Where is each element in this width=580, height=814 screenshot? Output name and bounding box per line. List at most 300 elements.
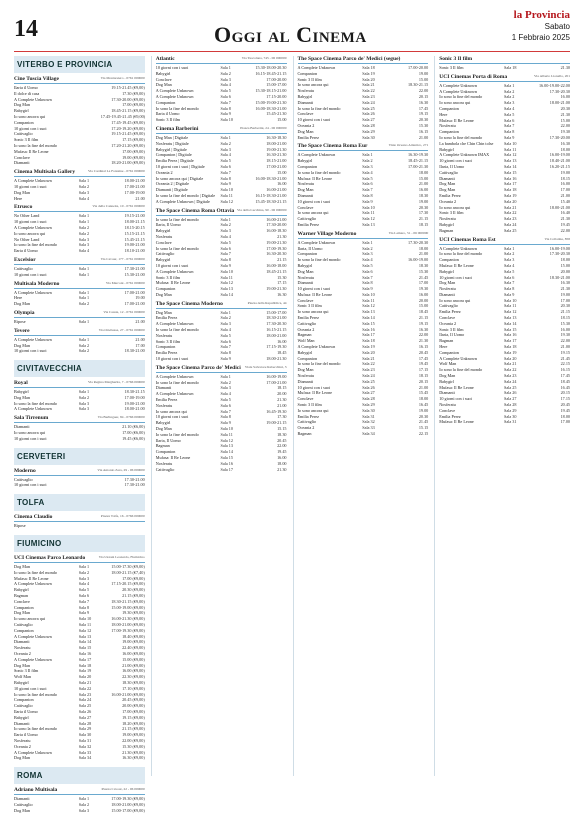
showtimes: 17.00-21.00 (124, 289, 145, 295)
film-title: Dog Man (439, 373, 456, 379)
screen-number: Sala 14 (362, 315, 375, 321)
screen-number: Sala 3 (78, 807, 90, 813)
film-title: Diamanti (297, 280, 314, 286)
showtimes: 17.00 (€9,00) (122, 148, 145, 154)
film-title: A Complete Unknown (14, 656, 52, 662)
film-title: Dog Man (14, 301, 30, 307)
film-title: Wolf Man (14, 674, 31, 680)
film-title: Conclave (297, 297, 314, 303)
cinema-block (156, 301, 287, 362)
film-title: Mufasa: Il Re Leone (297, 291, 333, 297)
showtimes: 20.45 (418, 349, 429, 355)
cinema-name: Excelsior (14, 256, 36, 263)
cinema-block (156, 56, 287, 123)
film-title: A Complete Unknown (14, 224, 52, 230)
cinema-header (439, 237, 570, 245)
film-title: Conclave (297, 396, 314, 402)
screen-number: Sala 19 (362, 70, 375, 76)
showtimes: 16.15 (560, 367, 570, 373)
showtimes: 17.30-20.00 (549, 134, 570, 140)
cinema-address: Via Ortebassa, 27 - 0761 000000 (98, 327, 145, 332)
film-title: Dog Man (155, 291, 172, 297)
showtime-row (14, 406, 145, 412)
film-title: Io sono ancora qui (439, 297, 471, 303)
screen-number: Sala 25 (78, 703, 92, 709)
screen-number: Sala 16 (504, 332, 517, 338)
screen-number: Sala 1 (220, 373, 231, 379)
screen-number: Sala 24 (362, 99, 375, 105)
showtimes: 21.15 (418, 216, 429, 222)
showtimes: 21.30 (560, 216, 570, 222)
screen-number: Sala 10 (362, 291, 375, 297)
showtime-row (14, 523, 145, 529)
film-title: Babygirl (297, 93, 313, 99)
screen-number: Sala 32 (78, 743, 92, 749)
film-title: Companion (297, 70, 318, 76)
screen-number: Sala 7 (220, 408, 231, 414)
film-title: Sonic 3 Il film (297, 402, 322, 408)
film-title: Companion (14, 604, 34, 610)
screen-number: Sala 23 (504, 216, 517, 222)
cinema-header (14, 169, 145, 177)
screen-number: Sala 8 (220, 257, 231, 263)
showtimes: 16.00 (277, 455, 287, 461)
cinema-address: Via della Cannetta, 10 - 0761 000000 (92, 204, 145, 209)
film-title: Companion (297, 163, 318, 169)
showtimes: 16.00-21.00 (266, 216, 287, 222)
screen-number: Sala 7 (220, 251, 231, 257)
showtimes: 19.00-21.30 (266, 239, 287, 245)
screen-number: Sala 3 (78, 406, 90, 412)
film-title: Babygirl (439, 268, 454, 274)
film-title: Io sono ancora qui (14, 430, 46, 436)
screen-number: Sala 19 (78, 668, 92, 674)
film-title: Dog Man (297, 128, 314, 134)
showtimes: 17.00-21.00 (266, 379, 287, 385)
page-header (14, 10, 570, 52)
showtimes: 19.15-21.45 (€9,00) (111, 85, 145, 90)
cinema-name: Sonic 3 Il film (439, 56, 473, 62)
film-title: Nosferatu (297, 274, 315, 280)
screen-number: Sala 24 (504, 221, 517, 227)
film-title: Here (439, 344, 448, 350)
showtimes: 18.30-21.15 (408, 82, 429, 88)
film-title: Dog Man (297, 367, 314, 373)
cinema-block (14, 514, 145, 529)
showtimes: 18.00-21.00 (€9,00) (111, 622, 145, 628)
film-title: Ilaria il Uomo (14, 732, 38, 738)
cinema-name: Warner Village Moderno (297, 230, 357, 237)
screen-number: Sala 29 (362, 402, 375, 408)
cinema-name: Olympia (14, 309, 35, 316)
showtimes: 21.30 (277, 233, 287, 239)
film-title: Conclave (155, 76, 172, 82)
screen-number: Sala 1 (220, 216, 231, 222)
showtimes: 20.00 (560, 268, 570, 274)
screen-number: Sala 6 (220, 338, 231, 344)
showtimes: 16.15 (418, 128, 429, 134)
showtimes: 17.15 (€9,00) (122, 137, 145, 143)
showtime-row (156, 292, 287, 298)
film-title: Mufasa: Il Re Leone (439, 419, 474, 425)
film-title: A Complete Unknown (297, 65, 336, 70)
showtimes: 15.30 (€9,00) (122, 743, 145, 749)
showtimes: 20.15 (418, 93, 429, 99)
showtimes: 22.15 (560, 361, 570, 367)
showtimes: 15.45 (418, 390, 429, 396)
film-title: A Complete Unknown (14, 749, 52, 755)
showtime-row (14, 482, 145, 488)
showtimes: 18.30-21.00 (124, 348, 145, 354)
screen-number: Sala 10 (220, 117, 233, 123)
cinema-address: Via Regina Margherita, 7 - 0766 000000 (87, 380, 145, 385)
showtime-row (439, 419, 570, 425)
film-title: Nosferatu (297, 373, 315, 379)
showtimes: 19.00 (135, 295, 145, 301)
showtimes: 18.15 (418, 373, 429, 379)
showtime-row (298, 135, 429, 141)
screen-number: Sala 3 (78, 236, 90, 242)
screen-number: Sala 32 (362, 419, 375, 425)
showtimes: 21.00 (135, 318, 145, 324)
film-title: Babygirl (439, 221, 454, 227)
film-title: Diamanti | Digitale (155, 187, 188, 193)
screen-number: Sala 1 (78, 219, 90, 225)
showtimes: 19.00-21.00 (124, 400, 145, 406)
cinema-header (14, 328, 145, 336)
showtimes: 16.00-19.00 (549, 245, 570, 251)
showtimes: 15.45-21.30 (266, 111, 287, 117)
film-title: 10 giorni con i suoi (297, 286, 331, 292)
screen-number: Sala 1 (362, 152, 373, 158)
screen-number: Sala 8 (362, 192, 373, 198)
film-title: Babygirl (297, 262, 313, 268)
showtimes: 19.30 (560, 332, 570, 338)
cinema-block (14, 257, 145, 278)
film-title: Wolf Man (297, 338, 315, 344)
showtimes: 19.00-21.30 (266, 286, 287, 292)
showtimes: 16.30-20.30 (266, 251, 287, 257)
film-title: Cattivaglio (14, 265, 33, 271)
film-title: 10 giorni con i suoi (14, 435, 47, 441)
screen-number: Sala 1 (362, 239, 373, 245)
film-title: Emilia Perez (155, 315, 178, 321)
film-title: Companion (155, 344, 176, 350)
screen-number: Sala 15 (504, 326, 517, 332)
showtimes: 18.00-21.15 (124, 219, 145, 225)
film-title: Mufasa: Il Re Leone (155, 280, 191, 286)
showtimes: 16.00-19.00-22.00 (538, 82, 570, 88)
film-title: Sonic 3 Il film (439, 326, 464, 332)
showtimes: 19.45 (€6,00) (122, 435, 145, 441)
showtimes: 16.45 (418, 402, 429, 408)
showtimes: 18.45-21.15 (408, 158, 429, 164)
showtimes: 18.30-21.15 (€9,00) (111, 598, 145, 604)
cinema-header (14, 380, 145, 388)
showtimes: 16.30-18.30 (266, 134, 287, 140)
screen-number: Sala 11 (362, 210, 375, 216)
showtimes: 17.00 (418, 280, 429, 286)
film-title: Ripose (14, 318, 26, 324)
showtimes: 16.00 (418, 187, 429, 193)
showtimes: 18.00 (560, 413, 570, 419)
film-title: Companion (439, 129, 459, 135)
film-title: Companion (439, 257, 459, 263)
cinema-block (14, 310, 145, 325)
showtimes: 17.00-19.00 (124, 189, 145, 195)
showtimes: 20.15 (560, 390, 570, 396)
showtimes: 18.15 (560, 175, 570, 181)
cinema-header (156, 208, 287, 216)
film-title: Dog Man (14, 755, 30, 761)
listing-column (14, 56, 146, 813)
showtimes: 17.30 (€9,00) (122, 90, 145, 96)
film-title: Diamanti (14, 796, 30, 802)
screen-number: Sala 5 (220, 239, 231, 245)
film-title: Emilia Perez (297, 221, 320, 227)
film-title: Io sono la fine del mondo (297, 257, 341, 263)
cinema-header (14, 310, 145, 318)
showtimes: 22.00 (€9,00) (122, 737, 145, 743)
showtimes: 15.00-17.30 (€9,00) (111, 564, 145, 570)
showtimes: 16.00-18.00 (266, 262, 287, 268)
showtimes: 18.00-21.00 (124, 406, 145, 412)
film-title: Emilia Perez (439, 309, 461, 315)
showtimes: 21.10 (€6,00) (122, 424, 145, 430)
screen-number: Sala 29 (78, 726, 92, 732)
showtime-row (14, 348, 145, 354)
film-title: A Complete Unknown (14, 289, 52, 295)
showtimes: 22.40 (€9,00) (122, 645, 145, 651)
film-title: Ilaria, Il Uomo (439, 163, 465, 169)
section-title: Oggi al Cinema (214, 22, 367, 47)
screen-number: Sala 6 (504, 274, 515, 280)
screen-number: Sala 23 (78, 691, 92, 697)
screen-number: Sala 3 (78, 242, 90, 248)
showtimes: 16.30 (560, 140, 570, 146)
showtime-row (298, 222, 429, 228)
showtime-row (439, 228, 570, 234)
film-title: Ilaria il Uomo (155, 111, 180, 117)
showtimes: 21.15 (418, 315, 429, 321)
film-title: Cattivaglio (155, 466, 175, 472)
film-title: Dog Man (155, 82, 172, 88)
showtimes: 18.00-21.00 (€9,00) (111, 801, 145, 807)
cinema-name: Adriano Multisala (14, 787, 58, 794)
film-title: Nosferatu (439, 216, 456, 222)
screen-number: Sala 23 (362, 93, 375, 99)
region-heading: FIUMICINO (14, 535, 145, 552)
film-title: Mufasa: Il Re Leone (439, 117, 474, 123)
showtimes: 18.30 (277, 431, 287, 437)
screen-number: Sala 1 (78, 336, 90, 342)
issue-day: Sabato (544, 22, 570, 31)
showtimes: 16.00 (418, 291, 429, 297)
film-title: Cattivaglio (297, 419, 317, 425)
film-title: 10 giorni con i suoi (155, 414, 189, 420)
showtimes: 17.00-19.30 (€9,00) (111, 796, 145, 802)
cinema-name: Sala Tirrenum (14, 415, 49, 422)
film-title: 10 giorni con i suoi (14, 271, 47, 277)
screen-number: Sala 17 (504, 338, 517, 344)
screen-number: Sala 12 (220, 198, 233, 204)
film-title: Nosferatu (155, 460, 173, 466)
screen-number: Sala 5 (78, 587, 90, 593)
film-title: Io sono la fine del mondo (155, 216, 199, 222)
film-title: 10 giorni con i suoi (14, 219, 47, 225)
showtimes: 16.15 (418, 344, 429, 350)
screen-number: Sala 8 (504, 129, 515, 135)
showtimes: 21.30 (560, 65, 570, 70)
screen-number: Sala 21 (362, 82, 375, 88)
cinema-address: Via Cardinal La Fontaine - 0761 000000 (87, 169, 145, 174)
film-title: 10 giorni con i suoi (297, 117, 331, 123)
screen-number: Sala 19 (504, 192, 517, 198)
showtimes: 16.30 (€9,00) (122, 755, 145, 761)
screen-number: Sala 6 (220, 93, 231, 99)
showtimes: 15.15 (277, 426, 287, 432)
showtimes: 17.00-19.30 (266, 245, 287, 251)
film-title: A Complete Unknown (155, 373, 194, 379)
film-title: Conclave (297, 111, 314, 117)
showtimes: 17.00 (€9,00) (122, 575, 145, 581)
film-title: 10 giorni con i suoi (155, 356, 189, 362)
showtimes: 21.00 (€9,00) (122, 662, 145, 668)
screen-number: Sala 12 (78, 627, 92, 633)
screen-number: Sala 7 (78, 598, 90, 604)
showtimes: 19.00-21.00 (124, 242, 145, 248)
showtimes: 16.30-21.30 (266, 152, 287, 158)
screen-number: Sala 11 (220, 431, 233, 437)
screen-number: Sala 9 (78, 610, 90, 616)
screen-number: Sala 3 (504, 257, 515, 263)
film-title: Il dolce di casa (14, 90, 40, 96)
cinema-block (14, 281, 145, 307)
cinema-header (14, 468, 145, 476)
film-title: Io sono la fine del mondo | Digitale (155, 192, 216, 198)
showtimes: 19.15 (418, 111, 429, 117)
screen-number: Sala 18 (362, 65, 375, 70)
film-title: Oceania 2 (155, 169, 173, 175)
screen-number: Sala 1 (78, 178, 90, 184)
film-title: Io sono la fine del mondo (155, 327, 199, 333)
film-title: Ripose (14, 523, 26, 529)
film-title: Mufasa: Il Re Leone (14, 148, 49, 154)
cinema-header (156, 301, 287, 309)
screen-number: Sala 13 (362, 221, 375, 227)
film-title: 10 giorni con i suoi (155, 65, 189, 70)
showtimes: 17.15 (418, 367, 429, 373)
showtimes: 21.30 (418, 338, 429, 344)
cinema-header (14, 281, 145, 289)
showtimes: 16.20-21.15 (549, 163, 570, 169)
showtimes: 22.00 (560, 227, 570, 233)
film-title: Conclave (155, 239, 172, 245)
film-title: Companion | Digitale (155, 152, 192, 158)
film-title: Ilaria, Il Uomo (439, 332, 465, 338)
screen-number: Sala 14 (220, 449, 233, 455)
showtimes: 21.00 (560, 192, 570, 198)
screen-number: Sala 4 (78, 195, 90, 201)
screen-number: Sala 2 (220, 222, 231, 228)
cinema-block (156, 365, 287, 473)
screen-number: Sala 2 (504, 94, 515, 100)
showtime-row (14, 272, 145, 278)
screen-number: Sala 15 (220, 455, 233, 461)
screen-number: Sala 22 (504, 367, 517, 373)
film-title: Dog Man (14, 662, 30, 668)
cinema-header (156, 365, 287, 373)
film-title: Io sono la fine del mondo (439, 94, 483, 100)
film-title: Ilaria, Il Uomo (155, 222, 181, 228)
cinema-header (14, 204, 145, 212)
screen-number: Sala 10 (78, 616, 92, 622)
film-title: Cattivaglio (14, 622, 33, 628)
screen-number: Sala 10 (220, 426, 233, 432)
film-title: 10 giorni con i suoi (439, 396, 472, 402)
screen-number: Sala 17 (504, 181, 517, 187)
screen-number: Sala 13 (504, 158, 517, 164)
showtimes: 20.30 (560, 303, 570, 309)
screen-number: Sala 24 (78, 697, 92, 703)
listing-column (151, 56, 287, 776)
showtimes: 22.30 (€9,00) (122, 674, 145, 680)
showtimes: 18.00-21.15 (€7,40) (111, 569, 145, 575)
cinema-block (14, 380, 145, 412)
screen-number: Sala 9 (504, 291, 515, 297)
film-title: Bagman (297, 431, 312, 437)
screen-number: Sala 8 (220, 175, 231, 181)
showtimes: 16.15-18.45-21.15 (255, 70, 287, 76)
cinema-name: The Space Cinema Roma Ottavia (155, 207, 235, 214)
screen-number: Sala 1 (504, 245, 515, 251)
cinema-header (156, 126, 287, 134)
screen-number: Sala 8 (220, 350, 231, 356)
screen-number: Sala 16 (220, 460, 233, 466)
film-title: Mufasa: Il Re Leone (155, 455, 191, 461)
film-title: Cattivaglio (14, 703, 33, 709)
film-title: Dog Man (439, 187, 456, 193)
film-title: 10 giorni con i suoi (439, 158, 472, 164)
screen-number: Sala 3 (220, 146, 231, 152)
screen-number: Sala 1 (78, 213, 90, 219)
cinema-block (14, 76, 145, 166)
screen-number: Sala 2 (78, 230, 90, 236)
screen-number: Sala 5 (220, 332, 231, 338)
showtimes: 17.45 (418, 105, 429, 111)
cinema-block (14, 468, 145, 489)
film-title: 10 giorni con i suoi (155, 262, 189, 268)
screen-number: Sala 22 (362, 88, 375, 94)
screen-number: Sala 23 (504, 373, 517, 379)
showtimes: 16.00 (560, 94, 570, 100)
film-title: Conclave (439, 315, 456, 321)
showtimes: 19.00 (418, 70, 429, 76)
film-title: Nosferatu (439, 402, 456, 408)
film-title: 10 giorni con i suoi (14, 685, 47, 691)
screen-number: Sala 3 (362, 251, 373, 257)
page-number: 14 (14, 16, 38, 42)
showtimes: 18.00-21.30 (266, 356, 287, 362)
film-title: Diamanti (297, 99, 314, 105)
screen-number: Sala 21 (78, 680, 92, 685)
film-title: Oceania 2 (297, 122, 315, 128)
cinema-header (14, 257, 145, 265)
film-title: A Complete Unknown (439, 82, 477, 88)
film-title: Bagman (439, 227, 454, 233)
showtime-row (439, 65, 570, 71)
screen-number: Sala 31 (78, 737, 92, 743)
